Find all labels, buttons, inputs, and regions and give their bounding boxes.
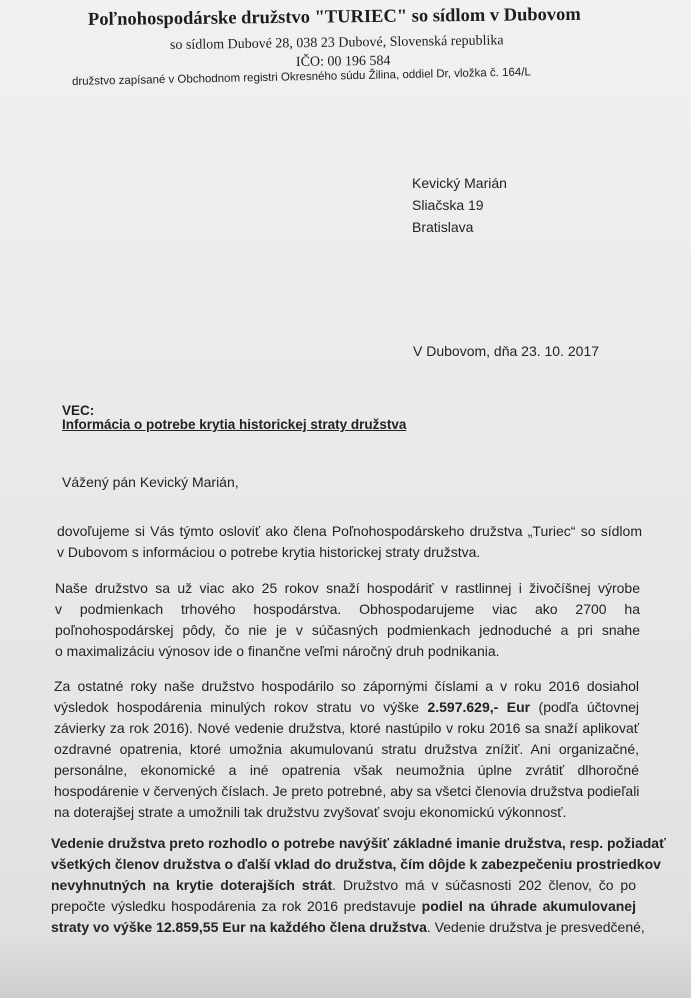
text-run: (podľa účtovnej bbox=[530, 699, 640, 715]
paragraph-line: hospodárenie v červených číslach. Je preto potrebné, aby sa všetci členovia družstva podieľali bbox=[54, 783, 640, 799]
paragraph-decision bbox=[51, 833, 666, 938]
paragraph-intro bbox=[57, 521, 642, 563]
paragraph-line: poľnohospodárskej pôdy, čo nie je v súčasných podmienkach jednoduché a pri snahe bbox=[55, 622, 640, 638]
paragraph-line: Naše družstvo sa už viac ako 25 rokov snaží hospodáriť v rastlinnej i živočíšnej výrobe bbox=[55, 580, 640, 596]
paragraph-line bbox=[51, 875, 636, 896]
paragraph-loss bbox=[54, 676, 639, 823]
loss-amount: 2.597.629,- Eur bbox=[427, 699, 531, 715]
paragraph-line bbox=[51, 917, 645, 938]
text-run: podiel na úhrade akumulovanej bbox=[421, 898, 636, 914]
text-run: prepočte výsledku hospodárenia za rok 2016 predstavuje bbox=[51, 898, 422, 914]
paragraph-line: závierky za rok 2016). Nové vedenie družstva, ktoré nastúpilo v roku 2016 sa snaží aplikovať bbox=[54, 720, 639, 736]
letterhead-register: družstvo zapísané v Obchodnom registri Okresného súdu Žilina, oddiel Dr, vložka č. 164/L bbox=[71, 66, 531, 88]
recipient-name: Kevický Marián bbox=[412, 175, 507, 191]
subject-text: Informácia o potrebe krytia historickej straty družstva bbox=[62, 417, 407, 432]
page-shadow bbox=[0, 938, 691, 998]
paragraph-line: Vedenie družstva preto rozhodlo o potrebe navýšiť základné imanie družstva, resp. požiadať bbox=[51, 835, 666, 851]
recipient-street: Sliačska 19 bbox=[412, 197, 484, 213]
paragraph-line bbox=[54, 697, 639, 718]
paragraph-line: ozdravné opatrenia, ktoré umožnia akumulovanú stratu družstva znížiť. Ani organizačné, bbox=[54, 741, 639, 757]
recipient-city: Bratislava bbox=[412, 219, 474, 235]
text-run: . Vedenie družstva je presvedčené, bbox=[426, 919, 645, 935]
salutation: Vážený pán Kevický Marián, bbox=[62, 474, 239, 490]
subject-label: VEC: bbox=[62, 403, 95, 418]
letterhead-title: Poľnohospodárske družstvo "TURIEC" so sídlom v Dubovom bbox=[87, 4, 581, 30]
paragraph-line bbox=[51, 896, 636, 917]
letterhead-address: so sídlom Dubové 28, 038 23 Dubové, Slovenská republika bbox=[169, 33, 504, 53]
share-amount: straty vo výške 12.859,55 Eur na každého člena družstva bbox=[51, 919, 427, 935]
paragraph-line: Za ostatné roky naše družstvo hospodárilo so zápornými číslami a v roku 2016 dosiahol bbox=[54, 678, 639, 694]
paragraph-line: v Dubovom s informáciou o potrebe krytia historickej straty družstva. bbox=[57, 544, 481, 560]
text-run: . Družstvo má v súčasnosti 202 členov, čo po bbox=[332, 877, 636, 893]
paragraph-line: v podmienkach trhového hospodárstva. Obhospodarujeme viac ako 2700 ha bbox=[55, 601, 640, 617]
text-run: výsledok hospodárenia minulých rokov stratu vo výške bbox=[54, 699, 428, 715]
paragraph-line: na doterajšej strate a umožnili tak družstvu zvyšovať svoju ekonomickú výkonnosť. bbox=[54, 804, 567, 820]
text-run: nevyhnutných na krytie doterajších strát bbox=[51, 877, 333, 893]
paragraph-farming bbox=[55, 578, 640, 662]
letter-date: V Dubovom, dňa 23. 10. 2017 bbox=[413, 343, 600, 359]
letterhead-ico: IČO: 00 196 584 bbox=[295, 53, 391, 70]
paragraph-line: dovoľujeme si Vás týmto osloviť ako člena Poľnohospodárskeho družstva „Turiec“ so sídlom bbox=[57, 523, 642, 539]
recipient-address bbox=[412, 172, 507, 238]
paragraph-line: všetkých členov družstva o ďalší vklad do družstva, čím dôjde k zabezpečeniu prostriedkov bbox=[51, 856, 661, 872]
paragraph-line: personálne, ekonomické a iné opatrenia však neumožnia úplne zvrátiť dlhoročné bbox=[54, 762, 639, 778]
paragraph-line: o maximalizáciu výnosov ide o finančne veľmi náročný druh podnikania. bbox=[55, 643, 500, 659]
